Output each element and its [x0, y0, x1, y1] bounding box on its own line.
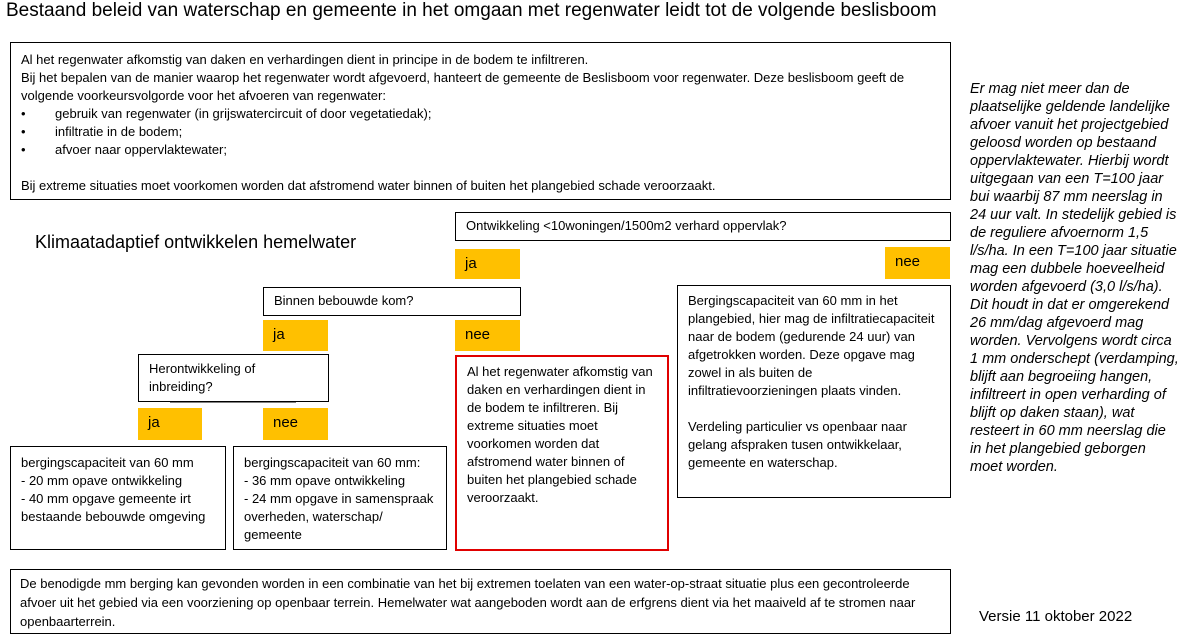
outcome-redevelopment-line-1: bergingscapaciteit van 60 mm	[21, 455, 194, 470]
bullet-text: infiltratie in de bodem;	[55, 124, 183, 139]
q2-yes-label: ja	[263, 320, 328, 351]
question-1-box: Ontwikkeling <10woningen/1500m2 verhard oppervlak?	[455, 212, 951, 241]
footer-text: De benodigde mm berging kan gevonden worden in een combinatie van het bij extremen toelaten van een water-op-straat situatie plus een gecontroleerde afvoer uit het gebied via een voorziening op openbaar terrein. Hemelwater wat aangeboden wordt aan de erfgrens dient via het maaiveld af te stromen naar openbaarterrein.	[20, 576, 916, 629]
outcome-outside-builtup-box	[455, 355, 669, 551]
outcome-new-development-line-2: - 36 mm opave ontwikkeling	[244, 473, 406, 488]
question-3-text: Herontwikkeling of inbreiding?	[149, 361, 256, 394]
outcome-large-development-box	[677, 285, 951, 498]
page-title: Bestaand beleid van waterschap en gemeente in het omgaan met regenwater leidt tot de volgende beslisboom	[6, 0, 937, 21]
outcome-redevelopment-box	[10, 446, 226, 550]
question-3-box	[138, 354, 329, 402]
intro-line-1: Al het regenwater afkomstig van daken en verhardingen dient in principe in de bodem te infiltreren.	[21, 52, 589, 67]
intro-line-2: Bij het bepalen van de manier waarop het regenwater wordt afgevoerd, hanteert de gemeente de Beslisboom voor regenwater. Deze beslisboom geeft de volgende voorkeursvolgorde voor het afvoeren van regenwater:	[21, 70, 905, 103]
section-heading: Klimaatadaptief ontwikkelen hemelwater	[35, 232, 357, 252]
outcome-new-development-line-3: - 24 mm opgave in samenspraak overheden, waterschap/ gemeente	[244, 491, 434, 542]
outcome-redevelopment-line-3: - 40 mm opgave gemeente irt bestaande bebouwde omgeving	[21, 491, 206, 524]
question-2-box: Binnen bebouwde kom?	[263, 287, 521, 316]
bullet-icon: •	[21, 106, 26, 121]
outcome-new-development-box	[233, 446, 447, 550]
list-item	[21, 105, 940, 123]
bullet-icon: •	[21, 124, 26, 139]
bullet-text: afvoer naar oppervlaktewater;	[55, 142, 227, 157]
q1-yes-label: ja	[455, 249, 520, 279]
outcome-outside-builtup-text: Al het regenwater afkomstig van daken en verhardingen dient in de bodem te infiltreren. Bij extreme situaties moet voorkomen worden dat afstromend water binnen of buiten het plangebied schade veroorzaakt.	[467, 364, 653, 505]
q3-yes-label: ja	[138, 408, 202, 440]
list-item	[21, 141, 940, 159]
version-label: Versie 11 oktober 2022	[979, 608, 1133, 625]
side-note: Er mag niet meer dan de plaatselijke geldende landelijke afvoer vanuit het projectgebied geloosd worden op bestaand oppervlaktewater. Hierbij wordt uitgegaan van een T=100 jaar bui waarbij 87 mm neerslag in 24 uur valt. In stedelijk gebied is de reguliere afvoernorm 1,5 l/s/ha. In een T=100 jaar situatie mag een dubbele hoeveelheid worden afgevoerd (3,0 l/s/ha). Dit houdt in dat er omgerekend 26 mm/dag afgevoerd mag worden. Vervolgens wordt circa 1 mm onderschept (verdamping, blijft aan begroeiing hangen, infiltreert in open verharding of blijft op daken staan), wat resteert in 60 mm neerslag die in het plangebied geborgen moet worden.	[970, 81, 1179, 475]
footer-box	[10, 569, 951, 634]
intro-box	[10, 42, 951, 200]
q3-no-label: nee	[263, 408, 328, 440]
bullet-text: gebruik van regenwater (in grijswatercircuit of door vegetatiedak);	[55, 106, 432, 121]
q2-no-label: nee	[455, 320, 520, 351]
q1-no-label: nee	[885, 247, 950, 279]
intro-line-3: Bij extreme situaties moet voorkomen worden dat afstromend water binnen of buiten het plangebied schade veroorzaakt.	[21, 178, 716, 193]
outcome-new-development-line-1: bergingscapaciteit van 60 mm:	[244, 455, 421, 470]
bullet-icon: •	[21, 142, 26, 157]
outcome-large-development-p2: Verdeling particulier vs openbaar naar gelang afspraken tusen ontwikkelaar, gemeente en waterschap.	[688, 419, 907, 470]
outcome-large-development-p1: Bergingscapaciteit van 60 mm in het plangebied, hier mag de infiltratiecapaciteit naar de bodem (gedurende 24 uur) van afgetrokken worden. Deze opgave mag zowel in als buiten de infiltratievoorzieningen plaats vinden.	[688, 293, 935, 398]
outcome-redevelopment-line-2: - 20 mm opave ontwikkeling	[21, 473, 183, 488]
list-item	[21, 123, 940, 141]
